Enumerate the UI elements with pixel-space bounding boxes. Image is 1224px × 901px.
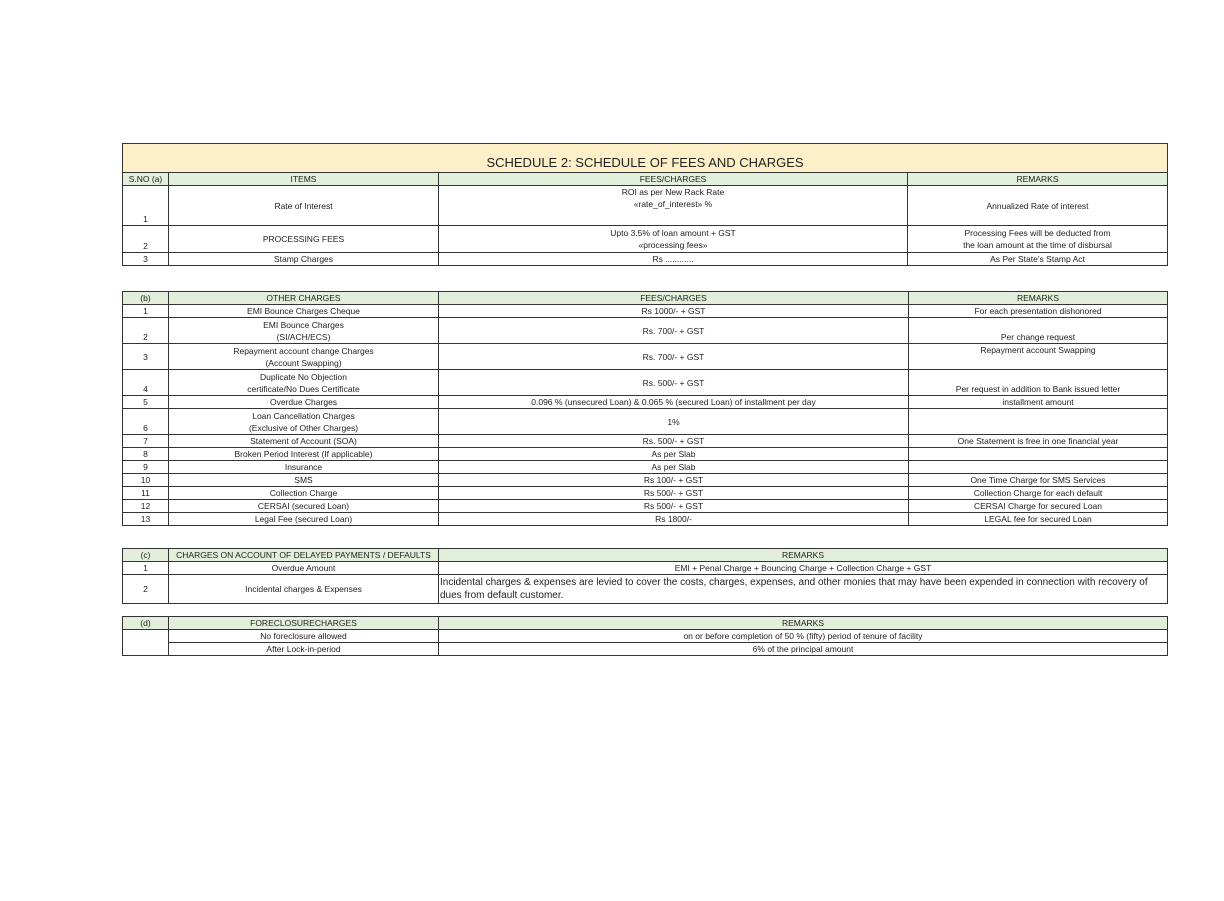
row-fees: Upto 3.5% of loan amount + GST «processing fees» [439, 226, 908, 253]
row-remarks: Per change request [909, 318, 1168, 344]
row-fees: Rs. 700/- + GST [439, 318, 909, 344]
row-remarks: Annualized Rate of interest [908, 186, 1168, 226]
row-item: Repayment account change Charges (Account Swapping) [169, 344, 439, 370]
header-remarks: REMARKS [439, 617, 1168, 630]
row-sno: 12 [123, 500, 169, 513]
row-fees: Rs 1800/- [439, 513, 909, 526]
header-items: CHARGES ON ACCOUNT OF DELAYED PAYMENTS / DEFAULTS [169, 549, 439, 562]
row-remarks: One Statement is free in one financial year [909, 435, 1168, 448]
header-items: FORECLOSURECHARGES [169, 617, 439, 630]
header-remarks: REMARKS [908, 173, 1168, 186]
header-sno: (c) [123, 549, 169, 562]
row-sno: 9 [123, 461, 169, 474]
row-item: Collection Charge [169, 487, 439, 500]
table-row [123, 409, 1168, 435]
header-remarks: REMARKS [439, 549, 1168, 562]
row-item: Overdue Amount [169, 562, 439, 575]
row-item: EMI Bounce Charges Cheque [169, 305, 439, 318]
row-sno: 1 [123, 305, 169, 318]
header-items: OTHER CHARGES [169, 292, 439, 305]
row-remarks: Per request in addition to Bank issued letter [909, 370, 1168, 396]
row-item: No foreclosure allowed [169, 630, 439, 643]
row-sno: 8 [123, 448, 169, 461]
table-row [123, 474, 1168, 487]
table-row [123, 461, 1168, 474]
row-remarks [909, 461, 1168, 474]
row-sno: 5 [123, 396, 169, 409]
header-fees: FEES/CHARGES [439, 292, 909, 305]
row-item: Incidental charges & Expenses [169, 575, 439, 604]
header-sno: (b) [123, 292, 169, 305]
table-row [123, 630, 1168, 643]
row-remarks: LEGAL fee for secured Loan [909, 513, 1168, 526]
row-sno: 13 [123, 513, 169, 526]
row-remarks: EMI + Penal Charge + Bouncing Charge + Collection Charge + GST [439, 562, 1168, 575]
table-row [123, 435, 1168, 448]
row-fees: Rs 500/- + GST [439, 487, 909, 500]
row-sno: 10 [123, 474, 169, 487]
row-remarks [909, 448, 1168, 461]
row-item: EMI Bounce Charges (SI/ACH/ECS) [169, 318, 439, 344]
table-row [123, 186, 1168, 226]
table-row [123, 643, 1168, 656]
row-remarks: Repayment account Swapping [909, 344, 1168, 370]
table-row [123, 305, 1168, 318]
row-item: Insurance [169, 461, 439, 474]
table-row [123, 562, 1168, 575]
row-item: After Lock-in-period [169, 643, 439, 656]
table-row [123, 448, 1168, 461]
row-sno: 3 [123, 344, 169, 370]
row-remarks: Incidental charges & expenses are levied to cover the costs, charges, expenses, and other monies that may have been expended in connection with recovery of dues from default customer. [439, 575, 1168, 604]
header-remarks: REMARKS [909, 292, 1168, 305]
row-item: Stamp Charges [169, 253, 439, 266]
row-remarks: 6% of the principal amount [439, 643, 1168, 656]
row-sno-blank [123, 630, 169, 656]
header-sno: S.NO (a) [123, 173, 169, 186]
row-item: SMS [169, 474, 439, 487]
row-fees: 1% [439, 409, 909, 435]
row-item: Overdue Charges [169, 396, 439, 409]
header-fees: FEES/CHARGES [439, 173, 908, 186]
delayed-payments-table [122, 548, 1168, 604]
row-item: Rate of Interest [169, 186, 439, 226]
table-row [123, 318, 1168, 344]
row-remarks: One Time Charge for SMS Services [909, 474, 1168, 487]
row-fees: ROI as per New Rack Rate «rate_of_interest» % [439, 186, 908, 226]
row-sno: 2 [123, 226, 169, 253]
row-remarks: on or before completion of 50 % (fifty) period of tenure of facility [439, 630, 1168, 643]
schedule-title: SCHEDULE 2: SCHEDULE OF FEES AND CHARGES [123, 144, 1168, 173]
row-item: Duplicate No Objection certificate/No Dues Certificate [169, 370, 439, 396]
row-item: PROCESSING FEES [169, 226, 439, 253]
header-items: ITEMS [169, 173, 439, 186]
row-fees: Rs 1000/- + GST [439, 305, 909, 318]
table-row [123, 500, 1168, 513]
row-fees: Rs 100/- + GST [439, 474, 909, 487]
header-sno: (d) [123, 617, 169, 630]
row-sno: 4 [123, 370, 169, 396]
table-row [123, 253, 1168, 266]
row-item: Statement of Account (SOA) [169, 435, 439, 448]
row-sno: 11 [123, 487, 169, 500]
schedule-table [122, 143, 1168, 266]
table-row [123, 487, 1168, 500]
row-remarks: Collection Charge for each default [909, 487, 1168, 500]
row-sno: 7 [123, 435, 169, 448]
row-remarks [909, 409, 1168, 435]
table-row [123, 513, 1168, 526]
table-row [123, 226, 1168, 253]
row-remarks: installment amount [909, 396, 1168, 409]
row-item: Broken Period Interest (If applicable) [169, 448, 439, 461]
row-fees: Rs 500/- + GST [439, 500, 909, 513]
row-item: Legal Fee (secured Loan) [169, 513, 439, 526]
table-row [123, 396, 1168, 409]
row-sno: 1 [123, 562, 169, 575]
row-sno: 2 [123, 575, 169, 604]
row-sno: 2 [123, 318, 169, 344]
row-item: Loan Cancellation Charges (Exclusive of Other Charges) [169, 409, 439, 435]
foreclosure-table [122, 616, 1168, 656]
row-remarks: As Per State’s Stamp Act [908, 253, 1168, 266]
row-remarks: For each presentation dishonored [909, 305, 1168, 318]
other-charges-table [122, 291, 1168, 526]
table-row [123, 575, 1168, 604]
row-sno: 3 [123, 253, 169, 266]
row-fees: 0.096 % (unsecured Loan) & 0.065 % (secured Loan) of installment per day [439, 396, 909, 409]
row-sno: 1 [123, 186, 169, 226]
row-fees: Rs. 500/- + GST [439, 435, 909, 448]
row-fees: As per Slab [439, 448, 909, 461]
row-fees: Rs. 500/- + GST [439, 370, 909, 396]
row-fees: Rs ............ [439, 253, 908, 266]
table-row [123, 370, 1168, 396]
row-item: CERSAI (secured Loan) [169, 500, 439, 513]
row-fees: As per Slab [439, 461, 909, 474]
row-sno: 6 [123, 409, 169, 435]
row-remarks: CERSAI Charge for secured Loan [909, 500, 1168, 513]
row-fees: Rs. 700/- + GST [439, 344, 909, 370]
table-row [123, 344, 1168, 370]
row-remarks: Processing Fees will be deducted from the loan amount at the time of disbursal [908, 226, 1168, 253]
